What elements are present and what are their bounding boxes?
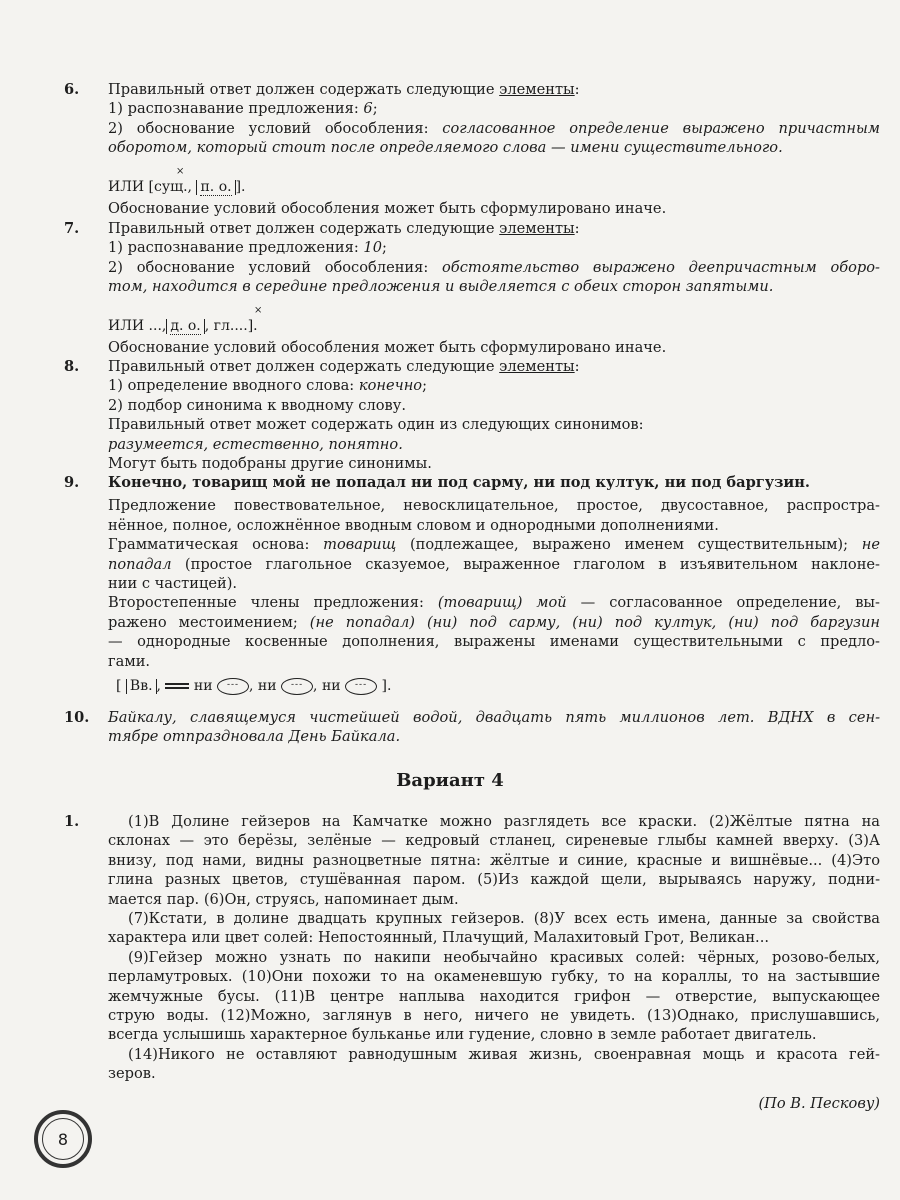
text-paragraph xyxy=(108,1045,880,1084)
scheme-open: [ xyxy=(116,678,122,695)
answer-intro-end: : xyxy=(574,358,580,375)
criterion-1-value: конечно xyxy=(358,377,423,395)
scheme-ni: , ни xyxy=(249,678,277,695)
scheme-comma: , xyxy=(156,678,161,695)
answer-intro-underlined: элементы xyxy=(499,358,575,375)
predicate-desc-end: нии с частицей). xyxy=(108,575,238,593)
attribute-word: (товарищ) мой xyxy=(437,594,567,612)
text-paragraph xyxy=(108,812,880,909)
text-line: мается пар. (6)Он, струясь, напоминает дым. xyxy=(108,890,459,908)
sentence-scheme xyxy=(116,677,880,696)
scheme-close: ]. xyxy=(381,678,392,695)
criterion-1-end: ; xyxy=(381,239,387,257)
answer-intro-end: : xyxy=(574,220,580,237)
criterion-2-cont: оборотом, который стоит после определяемого слова — имени существительного. xyxy=(108,139,783,157)
alt-note: Обоснование условий обособления может быть сформулировано иначе. xyxy=(108,339,667,357)
item-number: 7. xyxy=(64,220,80,237)
answer-intro: Правильный ответ должен содержать следующие xyxy=(108,358,500,375)
item-number: 6. xyxy=(64,81,80,98)
text-paragraph xyxy=(108,948,880,1045)
synonyms-list: разумеется, естественно, понятно. xyxy=(108,435,403,453)
text-line: склонах — это берёзы, зелёные — кедровый стланец, сиреневые глыбы камней вверху. (3)А xyxy=(108,832,880,850)
text-source xyxy=(108,1094,880,1113)
objects-desc-end: гами. xyxy=(108,652,151,670)
text-line: глина разных цветов, стушёванная паром. (5)Из каждой щели, вырываясь наружу, подни- xyxy=(108,871,880,889)
predicate-mark xyxy=(165,683,189,689)
scheme-box-label: п. о. xyxy=(200,178,232,195)
sentence-scheme: × ИЛИ ..., д. о. , гл....]. xyxy=(108,304,263,334)
variant-heading: Вариант 4 xyxy=(396,770,504,791)
answer-intro-underlined: элементы xyxy=(499,81,575,98)
scheme-text: ИЛИ ..., xyxy=(108,317,167,334)
answer-item-10 xyxy=(64,708,884,747)
text-line: характера или цвет солей: Непостоянный, Плачущий, Малахитовый Грот, Великан... xyxy=(108,929,769,947)
scheme-end: ]. xyxy=(235,178,246,195)
criterion-2: 2) подбор синонима к вводному слову. xyxy=(108,396,406,414)
answer-item-8 xyxy=(64,357,884,473)
text-line: внизу, под нами, видны разноцветные пятна: жёлтые и синие, красные и вишнёвые... (4)Это xyxy=(108,851,880,869)
answer-item-9 xyxy=(64,473,884,698)
item-number: 9. xyxy=(64,474,80,491)
grammar-basis-label: Грамматическая основа: xyxy=(108,536,324,554)
criterion-1: 1) определение вводного слова: xyxy=(108,377,359,395)
answer-intro-underlined: элементы xyxy=(499,220,575,237)
objects-desc: — однородные косвенные дополнения, выражены именами существительными с предло- xyxy=(108,633,880,651)
item-number: 8. xyxy=(64,358,80,375)
page-number: 8 xyxy=(34,1110,92,1168)
text-line: зеров. xyxy=(108,1065,156,1083)
scheme-box-label: д. о. xyxy=(170,317,201,334)
parse-line: Предложение повествовательное, невосклицательное, простое, двусоставное, распростра- xyxy=(108,497,880,515)
synonyms-note: Могут быть подобраны другие синонимы. xyxy=(108,455,432,473)
sentence-scheme: × ИЛИ [сущ., п. о. ]. xyxy=(108,165,246,195)
item-number: 10. xyxy=(64,709,90,726)
predicate-desc: (простое глагольное сказуемое, выраженное глаголом в изъявительном наклоне- xyxy=(171,555,880,573)
answer-intro: Правильный ответ должен содержать следующие xyxy=(108,81,500,98)
criterion-2-value: согласованное определение выражено причастным xyxy=(442,119,880,137)
variant-text xyxy=(108,812,880,1113)
item-number: 1. xyxy=(64,813,80,830)
scheme-ni: , ни xyxy=(313,678,341,695)
attribute-desc: — согласованное определение, вы- xyxy=(566,594,880,612)
objects-words: (не попадал) (ни) под сарму, (ни) под култук, (ни) под баргузин xyxy=(309,613,880,631)
scheme-text: ИЛИ [сущ., xyxy=(108,178,197,195)
synonyms-intro: Правильный ответ может содержать один из следующих синонимов: xyxy=(108,416,644,434)
text-paragraph xyxy=(108,909,880,948)
alt-note: Обоснование условий обособления может быть сформулировано иначе. xyxy=(108,200,667,218)
criterion-1-end: ; xyxy=(372,100,378,118)
scheme-box xyxy=(166,319,204,334)
scheme-box xyxy=(196,180,235,195)
answer-item-7 xyxy=(64,219,884,357)
analyzed-sentence: Конечно, товарищ мой не попадал ни под сарму, ни под култук, ни под баргузин. xyxy=(108,474,810,491)
object-oval: --- xyxy=(281,678,313,695)
object-oval: --- xyxy=(217,678,249,695)
criterion-2: 2) обоснование условий обособления: xyxy=(108,258,443,276)
parse-line: нённое, полное, осложнённое вводным словом и однородными дополнениями. xyxy=(108,516,719,534)
scheme-box-label: Вв. xyxy=(129,678,153,695)
predicate-word: попадал xyxy=(108,555,172,573)
criterion-1-end: ; xyxy=(422,377,428,395)
attribute-desc-end: ражено местоимением; xyxy=(108,613,310,631)
answer-item-6 xyxy=(64,80,884,218)
answer-intro-end: : xyxy=(574,81,580,98)
criterion-1-value: 10 xyxy=(363,239,382,257)
text-line: (9)Гейзер можно узнать по накипи необычайно красивых солей: чёрных, розово-белых, xyxy=(128,948,880,966)
edited-text: тябре отпраздновала День Байкала. xyxy=(108,728,401,746)
text-line: перламутровых. (10)Они похожи то на окаменевшую губку, то на кораллы, то на застывшие xyxy=(108,968,880,986)
criterion-2-value: обстоятельство выражено деепричастным оборо- xyxy=(442,258,880,276)
criterion-1: 1) распознавание предложения: xyxy=(108,239,364,257)
criterion-2: 2) обоснование условий обособления: xyxy=(108,119,443,137)
text-line: (1)В Долине гейзеров на Камчатке можно разглядеть все краски. (2)Жёлтые пятна на xyxy=(128,813,880,830)
object-oval: --- xyxy=(345,678,377,695)
subject-desc: (подлежащее, выражено именем существительным); xyxy=(396,536,862,554)
criterion-1-value: 6 xyxy=(363,100,373,118)
variant-text-item xyxy=(64,812,884,1113)
scheme-end: , гл....]. xyxy=(204,317,258,334)
text-line: (14)Никого не оставляют равнодушным живая жизнь, своенравная мощь и красота гей- xyxy=(128,1045,880,1063)
answer-intro: Правильный ответ должен содержать следующие xyxy=(108,220,500,237)
scheme-box xyxy=(126,679,157,694)
text-line: (7)Кстати, в долине двадцать крупных гейзеров. (8)У всех есть имена, данные за свойства xyxy=(128,910,880,928)
subject-word: товарищ xyxy=(323,536,397,554)
edited-text: Байкалу, славящемуся чистейшей водой, двадцать пять миллионов лет. ВДНХ в сен- xyxy=(108,709,880,726)
source-label: (По В. Пескову) xyxy=(758,1094,880,1112)
predicate-word-start: не xyxy=(861,536,880,554)
text-line: струю воды. (12)Можно, заглянув в него, ничего не увидеть. (13)Однако, прислушавшись, xyxy=(108,1007,880,1025)
criterion-1: 1) распознавание предложения: xyxy=(108,100,364,118)
text-line: жемчужные бусы. (11)В центре наплыва находится грифон — отверстие, выпускающее xyxy=(108,987,880,1005)
criterion-2-cont: том, находится в середине предложения и выделяется с обеих сторон запятыми. xyxy=(108,278,774,296)
text-line: всегда услышишь характерное бульканье или гудение, словно в земле работает двигатель. xyxy=(108,1026,817,1044)
scheme-ni: ни xyxy=(193,678,213,695)
secondary-label: Второстепенные члены предложения: xyxy=(108,594,438,612)
